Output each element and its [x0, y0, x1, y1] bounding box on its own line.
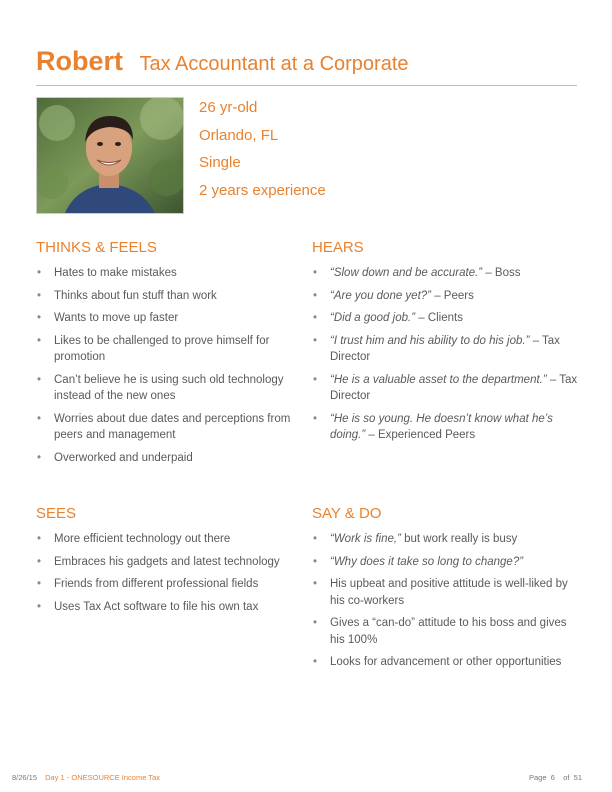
list-item: • “I trust him and his ability to do his job.” – Tax Director [313, 334, 560, 363]
list-item: • Looks for advancement or other opportunities [312, 654, 580, 671]
list-item: • Can’t believe he is using such old technology instead of the new ones [37, 373, 284, 402]
list-item: • Wants to move up faster [36, 310, 306, 327]
section-title: THINKS & FEELS [36, 239, 157, 256]
list-item: • His upbeat and positive attitude is well-liked by his co-workers [313, 578, 568, 607]
persona-role: Tax Accountant at a Corporate [139, 53, 409, 75]
persona-header [36, 46, 576, 77]
footer-date: 8/26/15 [12, 773, 38, 782]
list-item: • “Did a good job.” – Clients [312, 310, 580, 327]
bullet-icon: • [313, 373, 318, 386]
bullet-icon: • [37, 334, 42, 347]
section-title: SEES [36, 505, 77, 522]
section-title: HEARS [312, 239, 364, 256]
list-item: • “He is so young. He doesn’t know what he’s doing.” – Experienced Peers [313, 412, 553, 441]
bullet-icon: • [313, 267, 318, 279]
list-item: • Thinks about fun stuff than work [36, 288, 306, 305]
list-item: • “Slow down and be accurate.” – Boss [312, 265, 580, 282]
list-item: • Likes to be challenged to prove himself for promotion [37, 334, 270, 363]
footer-page-number: Page 6 of 51 [529, 773, 582, 782]
sees-section [36, 505, 306, 621]
bullet-icon: • [313, 555, 318, 568]
page-footer [12, 773, 600, 782]
fact-status: Single [199, 154, 241, 171]
list-item: • Gives a “can-do” attitude to his boss and gives his 100% [313, 617, 567, 646]
say-do-section [312, 505, 580, 677]
bullet-icon: • [313, 412, 318, 425]
list-item: • Overworked and underpaid [36, 450, 306, 467]
list-item: • Embraces his gadgets and latest technology [36, 554, 306, 571]
fact-location: Orlando, FL [199, 126, 279, 144]
bullet-icon: • [37, 555, 42, 568]
bullet-icon: • [37, 373, 42, 386]
header-divider [36, 85, 577, 86]
list-item: • Hates to make mistakes [36, 265, 306, 282]
fact-age: 26 yr-old [199, 99, 258, 116]
list-item: • Uses Tax Act software to file his own tax [36, 599, 306, 616]
bullet-icon: • [37, 412, 42, 425]
bullet-icon: • [37, 533, 42, 545]
bullet-icon: • [313, 656, 318, 668]
list-item: • “Are you done yet?” – Peers [312, 288, 580, 305]
fact-experience: 2 years experience [199, 181, 326, 199]
bullet-icon: • [37, 312, 42, 324]
persona-name: Robert [36, 46, 123, 76]
list-item: • “He is a valuable asset to the department.” – Tax Director [313, 373, 578, 402]
list-item: • “Why does it take so long to change?” [312, 554, 580, 571]
bullet-icon: • [313, 312, 318, 324]
list-item: • “Work is fine,” but work really is busy [312, 531, 580, 548]
bullet-icon: • [37, 267, 42, 279]
persona-photo [36, 97, 184, 214]
hears-section [312, 239, 580, 450]
list-item: • Friends from different professional fields [36, 576, 306, 593]
bullet-icon: • [37, 600, 42, 613]
bullet-icon: • [313, 334, 318, 347]
list-item: • More efficient technology out there [36, 531, 306, 548]
bullet-icon: • [313, 533, 318, 545]
list-item: • Worries about due dates and perceptions from peers and management [37, 412, 291, 441]
bullet-icon: • [37, 451, 42, 464]
bullet-icon: • [37, 289, 42, 302]
thinks-feels-section [36, 239, 306, 472]
bullet-icon: • [37, 578, 42, 590]
persona-facts [199, 97, 326, 207]
bullet-icon: • [313, 617, 318, 629]
bullet-icon: • [313, 289, 318, 302]
bullet-icon: • [313, 578, 318, 590]
section-title: SAY & DO [312, 505, 382, 522]
footer-title: Day 1 - ONESOURCE Income Tax [45, 773, 161, 782]
